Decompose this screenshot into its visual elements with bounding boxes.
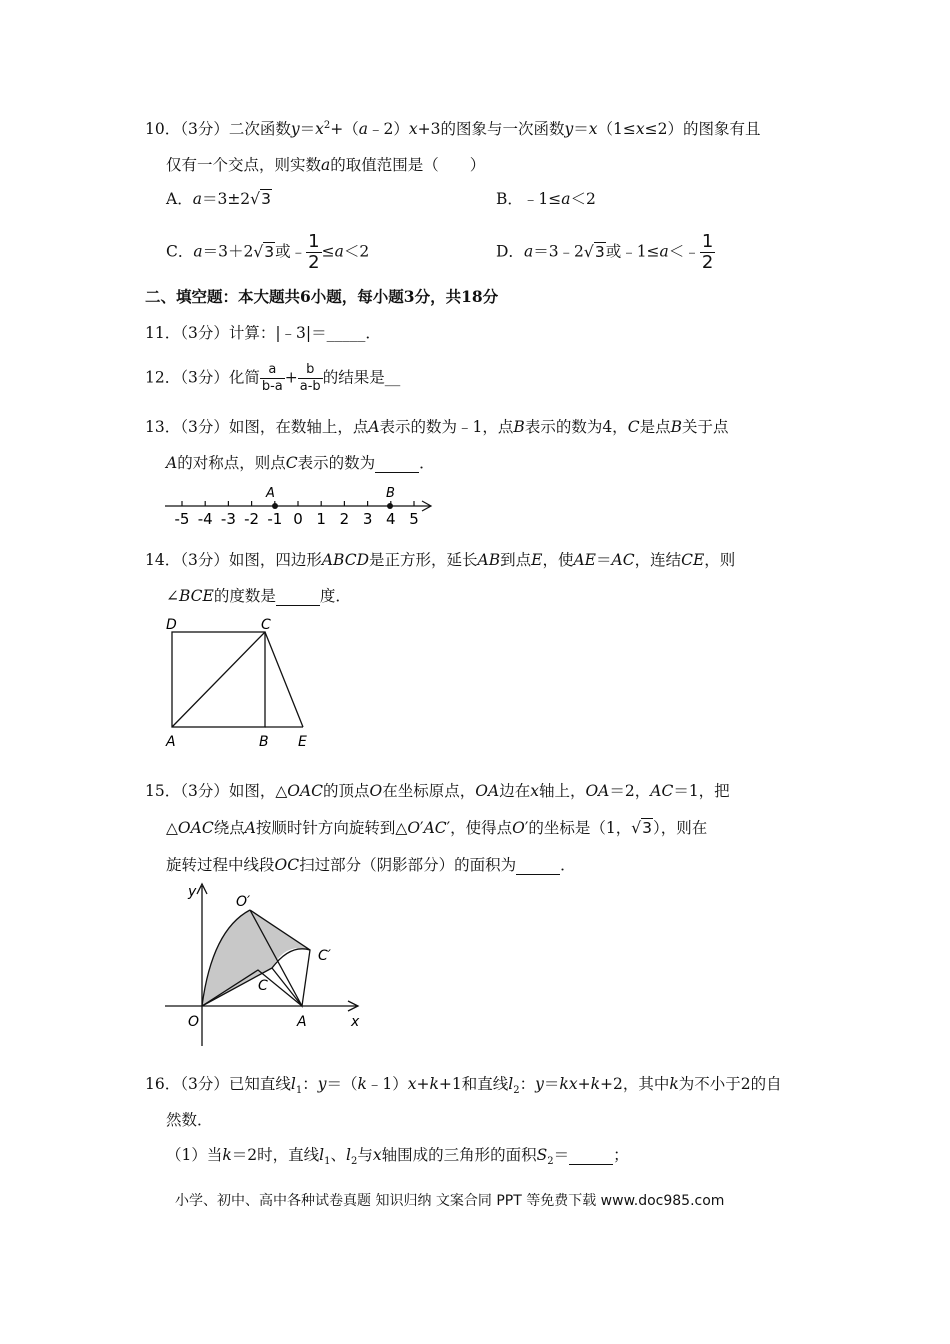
q16-line1: 16．（3分）已知直线$l_1$：y＝（k﹣1）x+k+1和直线$l_2$：y＝kx+k+2，其中k为不小于2的自 [145, 1075, 782, 1097]
segment-ce [265, 632, 303, 727]
q10-option-c: C．a＝3＋2√3或﹣ $\frac{1}{2}$ ≤a＜2 [166, 231, 370, 273]
q10-option-b: B．﹣1≤a＜2 [496, 190, 596, 208]
q13-line2: A的对称点，则点C表示的数为 ． [166, 454, 435, 472]
q11: 11．（3分）计算：|﹣3|＝_____． [145, 324, 381, 342]
number-line-tick-label: -2 [244, 510, 260, 528]
label-o: O [188, 1014, 200, 1030]
number-line-tick-label: 2 [339, 510, 350, 528]
point-a-dot [272, 503, 278, 509]
number-line-tick-label: -5 [174, 510, 190, 528]
square-figure [160, 614, 330, 754]
label-o-prime: O′ [236, 894, 251, 910]
section-title: 二、填空题：本大题共6小题，每小题3分，共18分 [145, 287, 499, 306]
label-c: C [261, 617, 271, 633]
q14-line2: ∠BCE的度数是 度． [166, 587, 351, 605]
q10-option-a: A．a＝3±2√3 [166, 190, 271, 208]
point-a-label: A [266, 486, 275, 501]
label-y: y [188, 884, 197, 900]
segment-c-a [272, 968, 302, 1006]
q15-line1: 15．（3分）如图，△OAC的顶点O在坐标原点，OA边在x轴上，OA＝2，AC＝1，把 [145, 782, 730, 800]
q14-line1: 14．（3分）如图，四边形ABCD是正方形，延长AB到点E，使AE＝AC，连结CE，则 [145, 551, 736, 569]
number-line-figure [160, 482, 440, 528]
number-line-tick-label: 5 [409, 510, 419, 528]
q10-line1: 10．（3分）二次函数$y=x^2+(a﹣2)x+3$的图象与一次函数y＝x（1≤x≤2）的图象有且 [145, 120, 761, 139]
label-c-prime: C′ [318, 948, 331, 964]
label-x: x [351, 1014, 360, 1030]
number-line-tick-label: -3 [220, 510, 236, 528]
point-b-dot [387, 503, 393, 509]
label-c: C [258, 978, 268, 994]
q15-line2: △OAC绕点A按顺时针方向旋转到△O′AC′，使得点O′的坐标是（1，√3），则在 [166, 819, 708, 837]
label-a: A [166, 734, 176, 750]
q13-line1: 13．（3分）如图，在数轴上，点A表示的数为﹣1，点B表示的数为4，C是点B关于点 [145, 418, 729, 436]
number-line-tick-label: 0 [293, 510, 303, 528]
point-b-label: B [386, 486, 395, 501]
label-a: A [297, 1014, 307, 1030]
q12: 12．（3分）化简 $\frac{a}{b-a}$ + $\frac{b}{a-b}$ 的结果是__ [145, 362, 401, 394]
q16-line3: （1）当k＝2时，直线$l_1$、$l_2$与x轴围成的三角形的面积$S_2=$ ； [166, 1146, 629, 1168]
number-line-tick-label: 4 [386, 510, 396, 528]
q10-option-d: D．a＝3﹣2√3或﹣1≤a＜﹣ $\frac{1}{2}$ [496, 231, 714, 273]
diagonal-ac [172, 632, 265, 727]
number-line-tick-label: -1 [267, 510, 283, 528]
label-d: D [166, 617, 177, 633]
number-line-tick-label: 1 [316, 510, 326, 528]
label-e: E [298, 734, 307, 750]
page-footer: 小学、初中、高中各种试卷真题 知识归纳 文案合同 PPT 等免费下载 www.doc985.com [175, 1193, 725, 1209]
q16-line2: 然数． [166, 1111, 213, 1129]
q10-line2: 仅有一个交点，则实数a的取值范围是（ ） [166, 156, 486, 174]
rotation-figure [160, 878, 370, 1050]
number-line-tick-label: 3 [362, 510, 373, 528]
number-line-tick-label: -4 [197, 510, 213, 528]
q15-line3: 旋转过程中线段OC扫过部分（阴影部分）的面积为 ． [166, 856, 576, 874]
label-b: B [259, 734, 269, 750]
